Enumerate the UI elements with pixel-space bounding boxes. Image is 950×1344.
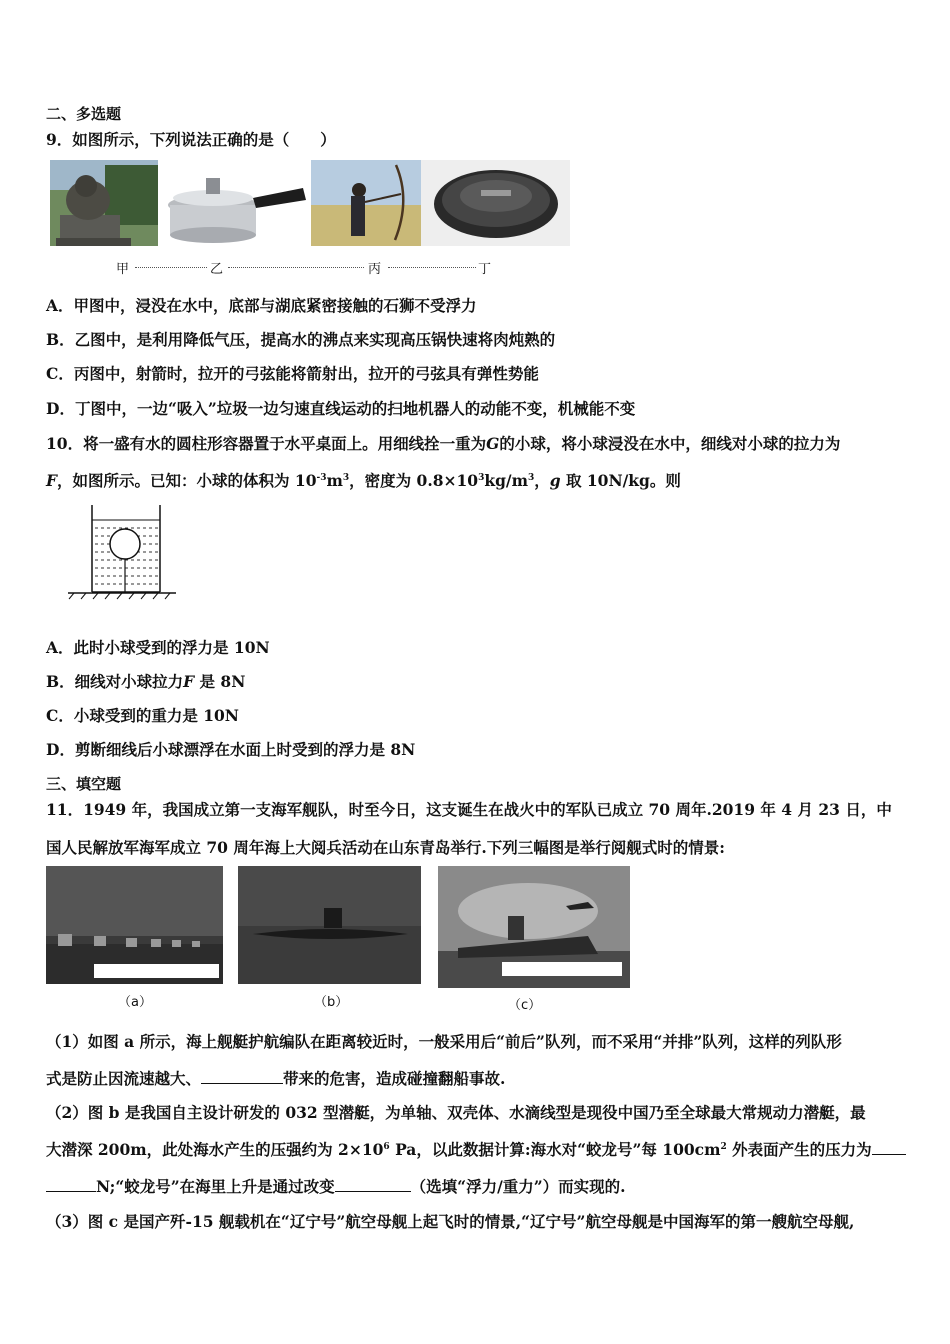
section-heading-multiple-choice: 二、多选题 <box>46 105 122 123</box>
q9-option-d: D．丁图中，一边“吸入”垃圾一边匀速直线运动的扫地机器人的动能不变，机械能不变 <box>46 399 636 418</box>
caption-c: （c） <box>508 998 542 1013</box>
q9-option-a: A．甲图中，浸没在水中，底部与湖底紧密接触的石狮不受浮力 <box>46 296 477 315</box>
q11-part1-line2: 式是防止因流速越大、 带来的危害，造成碰撞翻船事故. <box>46 1069 506 1088</box>
section-heading-fill-in: 三、填空题 <box>46 775 122 793</box>
question-11-line1: 11．1949 年，我国成立第一支海军舰队，时至今日，这支诞生在战火中的军队已成立 70 周年.2019 年 4 月 23 日，中 <box>46 800 892 819</box>
q9-option-b: B．乙图中，是利用降低气压，提高水的沸点来实现高压锅快速将肉炖熟的 <box>46 330 556 349</box>
q10-option-c: C．小球受到的重力是 10N <box>46 706 239 725</box>
q10-option-b: B．细线对小球拉力F 是 8N <box>46 672 246 691</box>
warship-formation-image <box>46 866 223 984</box>
robot-vacuum-image <box>421 160 570 246</box>
aircraft-carrier-image <box>438 866 630 988</box>
q11-part2-line3: N;“蛟龙号”在海里上升是通过改变 （选填“浮力/重力”）而实现的. <box>46 1175 626 1197</box>
q11-part3-line1: （3）图 c 是国产歼-15 舰载机在“辽宁号”航空母舰上起飞时的情景,“辽宁号”航空母舰是中国海军的第一艘航空母舰, <box>46 1212 855 1231</box>
q10-option-a: A．此时小球受到的浮力是 10N <box>46 638 270 657</box>
label-yi: 乙 <box>210 262 224 277</box>
answer-blank-1[interactable] <box>201 1068 283 1085</box>
label-ding: 丁 <box>478 262 492 277</box>
q11-part2-line1: （2）图 b 是我国自主设计研发的 032 型潜艇，为单轴、双壳体、水滴线型是现役中国乃至全球最大常规动力潜艇，最 <box>46 1103 866 1122</box>
caption-a: （a） <box>118 995 152 1010</box>
q9-option-c: C．丙图中，射箭时，拉开的弓弦能将箭射出，拉开的弓弦具有弹性势能 <box>46 364 539 383</box>
submarine-image <box>238 866 421 984</box>
archer-image <box>311 160 421 246</box>
stone-lion-image <box>50 160 158 246</box>
container-ball-diagram <box>64 500 180 600</box>
question-9-stem: 9．如图所示，下列说法正确的是（ ） <box>46 130 336 149</box>
label-jia: 甲 <box>116 262 130 277</box>
label-leader-line <box>135 267 207 268</box>
question-10-line2: F，如图所示。已知：小球的体积为 $10^{-3}m^3$，密度为 $0.8\times 10^3kg/m^3$，g 取 10N/kg。则 <box>46 471 681 490</box>
label-leader-line <box>228 267 364 268</box>
pressure-cooker-image <box>158 160 308 246</box>
answer-blank-3[interactable] <box>335 1176 411 1193</box>
caption-b: （b） <box>314 995 349 1010</box>
q11-part2-line2: 大潜深 200m，此处海水产生的压强约为 $2\times 10^6$ Pa，以此数据计算:海水对“蛟龙号”每 $100cm^2$ 外表面产生的压力为 <box>46 1138 906 1160</box>
answer-blank-2a[interactable] <box>872 1139 906 1156</box>
question-11-line2: 国人民解放军海军成立 70 周年海上大阅兵活动在山东青岛举行.下列三幅图是举行阅舰式时的情景: <box>46 838 725 857</box>
answer-blank-2b[interactable] <box>46 1176 96 1193</box>
label-bing: 丙 <box>368 262 382 277</box>
question-10-line1: 10．将一盛有水的圆柱形容器置于水平桌面上。用细线拴一重为G的小球，将小球浸没在水中，细线对小球的拉力为 <box>46 434 841 453</box>
q11-part1-line1: （1）如图 a 所示，海上舰艇护航编队在距离较近时，一般采用后“前后”队列，而不采用“并排”队列，这样的列队形 <box>46 1032 842 1051</box>
q10-option-d: D．剪断细线后小球漂浮在水面上时受到的浮力是 8N <box>46 740 416 759</box>
label-leader-line <box>388 267 476 268</box>
